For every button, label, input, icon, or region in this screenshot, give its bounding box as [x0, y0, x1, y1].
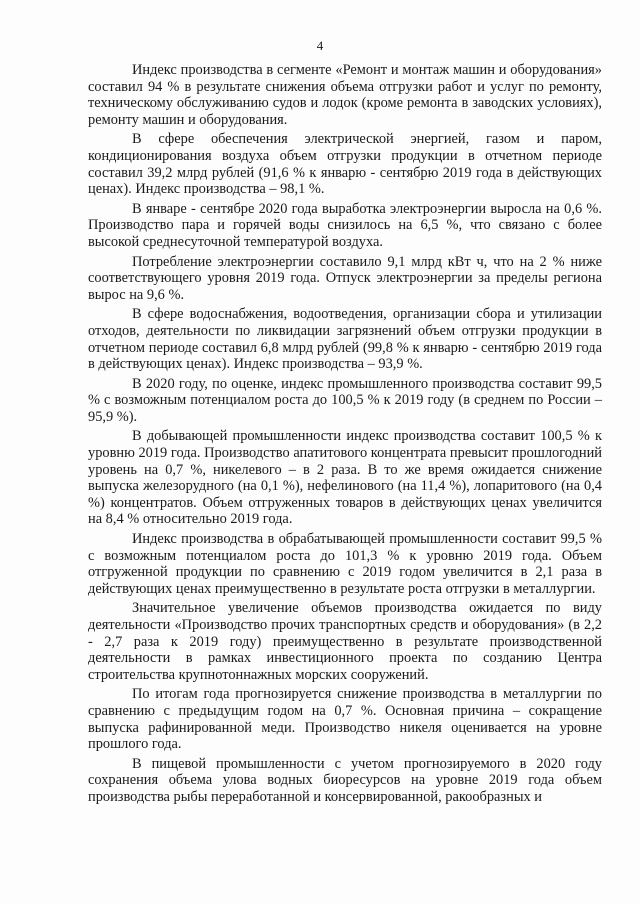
paragraph-industrial-forecast: В 2020 году, по оценке, индекс промышленного производства составит 99,5 % с возможным потенциалом роста до 100,5 % к 2019 году (в среднем по России – 95,9 %). — [88, 375, 602, 425]
page-number: 4 — [316, 38, 324, 53]
paragraph-electricity-consumption: Потребление электроэнергии составило 9,1 млрд кВт ч, что на 2 % ниже соответствующего уровня 2019 года. Отпуск электроэнергии за пределы региона вырос на 9,6 %. — [88, 253, 602, 303]
paragraph-mining: В добывающей промышленности индекс производства составит 100,5 % к уровню 2019 года. Производство апатитового концентрата превысит прошлогодний уровень на 0,7 %, никелевого – в 2 раза. В то же время ожидается снижение выпуска железорудного (на 0,1 %), нефелинового (на 11,4 %), лопаритового (на 0,4 %) концентратов. Объем отгруженных товаров в действующих ценах увеличится на 8,4 % относительно 2019 года. — [88, 428, 602, 528]
paragraph-metallurgy: По итогам года прогнозируется снижение производства в металлургии по сравнению с предыдущим годом на 0,7 %. Основная причина – сокращение выпуска рафинированной меди. Производство никеля оценивается на уровне прошлого года. — [88, 686, 602, 753]
paragraph-transport-equipment: Значительное увеличение объемов производства ожидается по виду деятельности «Производство прочих транспортных средств и оборудования» (в 2,2 - 2,7 раза к 2019 году) преимущественно в результате производственной деятельности в рамках инвестиционного проекта по созданию Центра строительства крупнотоннажных морских сооружений. — [88, 600, 602, 683]
paragraph-energy-shipment: В сфере обеспечения электрической энергией, газом и паром, кондиционирования воздуха объем отгрузки продукции в отчетном периоде составил 39,2 млрд рублей (91,6 % к январю - сентябрю 2019 года в действующих ценах). Индекс производства – 98,1 %. — [88, 131, 602, 198]
paragraph-manufacturing: Индекс производства в обрабатывающей промышленности составит 99,5 % с возможным потенциалом роста до 101,3 % к уровню 2019 года. Объем отгруженной продукции по сравнению с 2019 годом увеличится в 2,1 раза в действующих ценах преимущественно в результате роста отгрузки в металлургии. — [88, 531, 602, 597]
document-body — [88, 62, 602, 809]
paragraph-repair-index: Индекс производства в сегменте «Ремонт и монтаж машин и оборудования» составил 94 % в результате снижения объема отгрузки работ и услуг по ремонту, техническому обслуживанию судов и лодок (кроме ремонта в заводских условиях), ремонту машин и оборудования. — [88, 62, 602, 128]
paragraph-food-industry: В пищевой промышленности с учетом прогнозируемого в 2020 году сохранения объема улова водных биоресурсов на уровне 2019 года объем производства рыбы переработанной и консервированной, ракообразных и — [88, 755, 602, 805]
paragraph-water-supply: В сфере водоснабжения, водоотведения, организации сбора и утилизации отходов, деятельности по ликвидации загрязнений объем отгрузки продукции в отчетном периоде составил 6,8 млрд рублей (99,8 % к январю - сентябрю 2019 года в действующих ценах). Индекс производства – 93,9 %. — [88, 306, 602, 373]
paragraph-electricity-generation: В январе - сентябре 2020 года выработка электроэнергии выросла на 0,6 %. Производство пара и горячей воды снизилось на 6,5 %, что связано с более высокой среднесуточной температурой воздуха. — [88, 200, 602, 250]
